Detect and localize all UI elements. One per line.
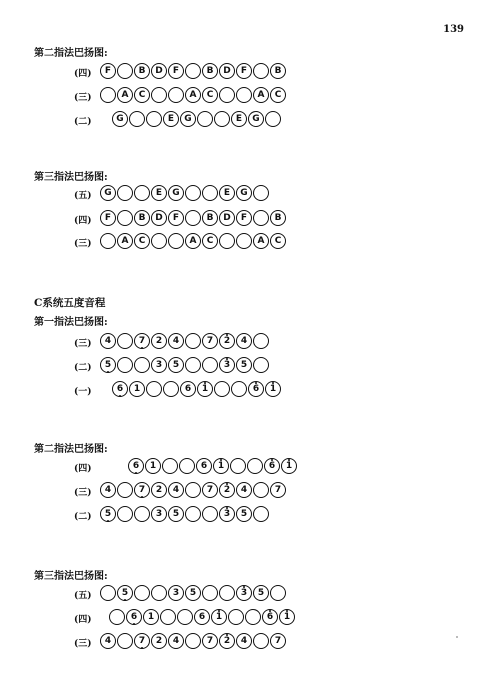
note-button — [134, 210, 150, 226]
button-row — [100, 87, 286, 103]
note-button — [180, 111, 196, 127]
note-label: F — [104, 65, 112, 76]
row-label: (三) — [74, 639, 92, 649]
empty-button — [185, 333, 201, 349]
note-button — [219, 185, 235, 201]
diagram-heading: 第一指法巴扬图: — [34, 317, 108, 328]
empty-button — [100, 233, 116, 249]
empty-button — [253, 357, 269, 373]
note-button — [112, 381, 128, 397]
note-button — [196, 458, 212, 474]
empty-button — [230, 458, 246, 474]
note-button — [129, 381, 145, 397]
empty-button — [202, 185, 218, 201]
note-label: 4 — [104, 484, 112, 495]
note-button — [202, 333, 218, 349]
note-button — [168, 633, 184, 649]
empty-button — [160, 609, 176, 625]
note-button — [270, 63, 286, 79]
note-label: 6 — [252, 383, 260, 394]
empty-button — [228, 609, 244, 625]
empty-button — [134, 357, 150, 373]
empty-button — [202, 357, 218, 373]
note-label: 5 — [104, 359, 112, 370]
note-button — [265, 381, 281, 397]
empty-button — [202, 585, 218, 601]
empty-button — [117, 63, 133, 79]
empty-button — [185, 357, 201, 373]
note-button — [236, 210, 252, 226]
note-label: A — [189, 89, 197, 100]
empty-button — [202, 506, 218, 522]
note-button — [202, 482, 218, 498]
empty-button — [197, 111, 213, 127]
note-button — [202, 63, 218, 79]
note-label: 2 — [223, 484, 231, 495]
empty-button — [146, 111, 162, 127]
note-button — [253, 233, 269, 249]
note-label: 2 — [155, 335, 163, 346]
note-button — [151, 506, 167, 522]
note-button — [168, 357, 184, 373]
note-label: G — [240, 187, 248, 198]
note-label: 1 — [149, 460, 157, 471]
note-button — [151, 633, 167, 649]
empty-button — [100, 585, 116, 601]
note-label: A — [121, 235, 129, 246]
empty-button — [179, 458, 195, 474]
note-button — [168, 210, 184, 226]
empty-button — [134, 506, 150, 522]
button-row — [100, 633, 286, 649]
empty-button — [236, 87, 252, 103]
note-button — [231, 111, 247, 127]
button-row — [100, 482, 286, 498]
button-row — [100, 63, 286, 79]
note-button — [168, 585, 184, 601]
note-label: 4 — [240, 484, 248, 495]
note-button — [236, 357, 252, 373]
note-button — [236, 585, 252, 601]
note-label: C — [206, 235, 214, 246]
note-button — [236, 63, 252, 79]
note-label: A — [189, 235, 197, 246]
diagram-heading: 第三指法巴扬图: — [34, 172, 108, 183]
empty-button — [253, 185, 269, 201]
note-button — [126, 609, 142, 625]
empty-button — [236, 233, 252, 249]
note-button — [100, 333, 116, 349]
section-title: C系统五度音程 — [34, 297, 106, 309]
row-label: (四) — [74, 69, 92, 79]
note-button — [151, 482, 167, 498]
note-label: G — [172, 187, 180, 198]
note-label: B — [274, 212, 282, 223]
empty-button — [117, 506, 133, 522]
note-label: 7 — [138, 335, 146, 346]
note-label: 4 — [172, 335, 180, 346]
diagram-heading: 第三指法巴扬图: — [34, 571, 108, 582]
note-label: 5 — [172, 359, 180, 370]
note-label: F — [172, 212, 180, 223]
note-button — [151, 63, 167, 79]
note-label: 6 — [184, 383, 192, 394]
note-label: F — [104, 212, 112, 223]
note-button — [279, 609, 295, 625]
diagram-heading: 第二指法巴扬图: — [34, 444, 108, 455]
note-button — [202, 233, 218, 249]
note-label: B — [206, 65, 214, 76]
note-button — [270, 233, 286, 249]
note-label: 4 — [104, 635, 112, 646]
note-button — [197, 381, 213, 397]
note-label: 7 — [206, 335, 214, 346]
empty-button — [245, 609, 261, 625]
empty-button — [270, 585, 286, 601]
note-button — [253, 87, 269, 103]
note-button — [236, 185, 252, 201]
button-row — [100, 233, 286, 249]
note-label: B — [138, 212, 146, 223]
empty-button — [185, 210, 201, 226]
note-label: 6 — [266, 611, 274, 622]
note-label: 4 — [240, 635, 248, 646]
note-button — [202, 633, 218, 649]
row-label: (三) — [74, 239, 92, 249]
note-button — [248, 111, 264, 127]
note-button — [134, 482, 150, 498]
note-label: F — [240, 212, 248, 223]
note-button — [236, 333, 252, 349]
empty-button — [253, 63, 269, 79]
note-label: 2 — [155, 484, 163, 495]
note-label: A — [121, 89, 129, 100]
note-label: B — [274, 65, 282, 76]
note-label: G — [104, 187, 112, 198]
row-label: (四) — [74, 216, 92, 226]
note-label: 5 — [257, 587, 265, 598]
note-label: E — [167, 113, 175, 124]
empty-button — [163, 381, 179, 397]
note-label: B — [138, 65, 146, 76]
note-button — [202, 210, 218, 226]
note-button — [100, 506, 116, 522]
row-label: (二) — [74, 512, 92, 522]
note-label: 3 — [223, 508, 231, 519]
note-label: 3 — [172, 587, 180, 598]
note-button — [213, 458, 229, 474]
note-label: 7 — [206, 635, 214, 646]
note-button — [145, 458, 161, 474]
note-label: 2 — [223, 335, 231, 346]
note-label: D — [223, 212, 231, 223]
row-label: (二) — [74, 117, 92, 127]
note-button — [134, 63, 150, 79]
note-label: F — [240, 65, 248, 76]
note-button — [219, 506, 235, 522]
empty-button — [219, 585, 235, 601]
empty-button — [151, 585, 167, 601]
note-button — [117, 233, 133, 249]
note-label: 1 — [283, 611, 291, 622]
empty-button — [168, 233, 184, 249]
empty-button — [117, 333, 133, 349]
row-label: (二) — [74, 363, 92, 373]
note-button — [128, 458, 144, 474]
note-button — [143, 609, 159, 625]
note-button — [219, 633, 235, 649]
note-label: E — [223, 187, 231, 198]
empty-button — [214, 111, 230, 127]
note-label: C — [138, 235, 146, 246]
empty-button — [253, 506, 269, 522]
note-label: 4 — [104, 335, 112, 346]
note-label: A — [257, 235, 265, 246]
empty-button — [253, 482, 269, 498]
note-label: 5 — [104, 508, 112, 519]
note-label: 7 — [206, 484, 214, 495]
note-label: C — [274, 235, 282, 246]
empty-button — [214, 381, 230, 397]
note-button — [100, 210, 116, 226]
button-row — [100, 506, 269, 522]
note-label: 5 — [172, 508, 180, 519]
empty-button — [185, 185, 201, 201]
note-label: 6 — [198, 611, 206, 622]
empty-button — [177, 609, 193, 625]
diagram-heading: 第二指法巴扬图: — [34, 48, 108, 59]
note-button — [134, 333, 150, 349]
note-label: E — [235, 113, 243, 124]
note-button — [270, 482, 286, 498]
empty-button — [117, 210, 133, 226]
empty-button — [253, 333, 269, 349]
note-label: G — [184, 113, 192, 124]
note-button — [134, 87, 150, 103]
empty-button — [231, 381, 247, 397]
empty-button — [100, 87, 116, 103]
note-button — [168, 185, 184, 201]
note-label: B — [206, 212, 214, 223]
note-button — [151, 357, 167, 373]
note-label: 5 — [189, 587, 197, 598]
note-button — [168, 482, 184, 498]
empty-button — [219, 87, 235, 103]
note-button — [100, 633, 116, 649]
note-button — [194, 609, 210, 625]
note-label: 6 — [132, 460, 140, 471]
note-label: 1 — [215, 611, 223, 622]
note-label: 5 — [240, 359, 248, 370]
note-button — [185, 87, 201, 103]
note-label: 3 — [155, 359, 163, 370]
note-label: 6 — [200, 460, 208, 471]
note-button — [219, 63, 235, 79]
empty-button — [117, 633, 133, 649]
note-button — [100, 63, 116, 79]
note-button — [236, 633, 252, 649]
note-label: 1 — [269, 383, 277, 394]
note-label: 7 — [274, 635, 282, 646]
note-label: 2 — [155, 635, 163, 646]
note-label: 1 — [285, 460, 293, 471]
note-button — [134, 633, 150, 649]
empty-button — [146, 381, 162, 397]
button-row — [100, 185, 269, 201]
note-label: 4 — [172, 635, 180, 646]
note-button — [211, 609, 227, 625]
button-row — [112, 111, 281, 127]
note-button — [270, 210, 286, 226]
note-button — [100, 185, 116, 201]
row-label: (三) — [74, 93, 92, 103]
note-label: 5 — [240, 508, 248, 519]
note-button — [264, 458, 280, 474]
note-label: G — [116, 113, 124, 124]
empty-button — [247, 458, 263, 474]
row-label: (三) — [74, 488, 92, 498]
empty-button — [151, 233, 167, 249]
note-label: 4 — [240, 335, 248, 346]
note-button — [151, 185, 167, 201]
note-label: 6 — [116, 383, 124, 394]
row-label: (五) — [74, 191, 92, 201]
note-label: 2 — [223, 635, 231, 646]
note-label: G — [252, 113, 260, 124]
button-row — [128, 458, 297, 474]
empty-button — [253, 210, 269, 226]
note-button — [168, 506, 184, 522]
note-button — [262, 609, 278, 625]
empty-button — [129, 111, 145, 127]
empty-button — [168, 87, 184, 103]
button-row — [100, 210, 286, 226]
row-label: (四) — [74, 615, 92, 625]
empty-button — [253, 633, 269, 649]
note-button — [281, 458, 297, 474]
note-button — [270, 87, 286, 103]
empty-button — [185, 506, 201, 522]
empty-button — [162, 458, 178, 474]
note-button — [185, 233, 201, 249]
note-label: 3 — [240, 587, 248, 598]
note-button — [219, 210, 235, 226]
button-row — [112, 381, 281, 397]
button-row — [109, 609, 295, 625]
row-label: (四) — [74, 464, 92, 474]
empty-button — [219, 233, 235, 249]
note-label: 3 — [223, 359, 231, 370]
page-number: 139 — [443, 24, 464, 35]
note-button — [270, 633, 286, 649]
row-label: (五) — [74, 591, 92, 601]
note-label: 7 — [274, 484, 282, 495]
note-label: D — [223, 65, 231, 76]
note-button — [253, 585, 269, 601]
note-label: 1 — [133, 383, 141, 394]
note-label: C — [206, 89, 214, 100]
note-button — [117, 585, 133, 601]
scan-speck — [456, 636, 458, 638]
note-label: 7 — [138, 635, 146, 646]
note-button — [219, 357, 235, 373]
empty-button — [117, 185, 133, 201]
note-button — [100, 482, 116, 498]
note-button — [163, 111, 179, 127]
note-button — [168, 63, 184, 79]
note-button — [185, 585, 201, 601]
empty-button — [185, 482, 201, 498]
note-button — [168, 333, 184, 349]
note-button — [219, 333, 235, 349]
note-button — [202, 87, 218, 103]
note-label: 5 — [121, 587, 129, 598]
empty-button — [151, 87, 167, 103]
note-button — [151, 210, 167, 226]
empty-button — [109, 609, 125, 625]
empty-button — [185, 63, 201, 79]
button-row — [100, 585, 286, 601]
note-button — [236, 482, 252, 498]
note-label: C — [274, 89, 282, 100]
note-label: 7 — [138, 484, 146, 495]
empty-button — [185, 633, 201, 649]
note-button — [180, 381, 196, 397]
note-button — [219, 482, 235, 498]
note-label: 4 — [172, 484, 180, 495]
note-button — [134, 233, 150, 249]
note-button — [112, 111, 128, 127]
empty-button — [117, 357, 133, 373]
note-label: 1 — [217, 460, 225, 471]
empty-button — [134, 585, 150, 601]
empty-button — [134, 185, 150, 201]
note-button — [248, 381, 264, 397]
note-label: D — [155, 65, 163, 76]
note-label: 1 — [201, 383, 209, 394]
row-label: (三) — [74, 339, 92, 349]
note-label: C — [138, 89, 146, 100]
button-row — [100, 333, 269, 349]
note-label: 6 — [268, 460, 276, 471]
note-button — [100, 357, 116, 373]
note-label: 6 — [130, 611, 138, 622]
button-row — [100, 357, 269, 373]
note-label: E — [155, 187, 163, 198]
empty-button — [117, 482, 133, 498]
note-label: 1 — [147, 611, 155, 622]
note-button — [151, 333, 167, 349]
note-button — [236, 506, 252, 522]
note-label: A — [257, 89, 265, 100]
note-label: D — [155, 212, 163, 223]
row-label: (一) — [74, 387, 92, 397]
note-button — [117, 87, 133, 103]
note-label: F — [172, 65, 180, 76]
note-label: 3 — [155, 508, 163, 519]
empty-button — [265, 111, 281, 127]
